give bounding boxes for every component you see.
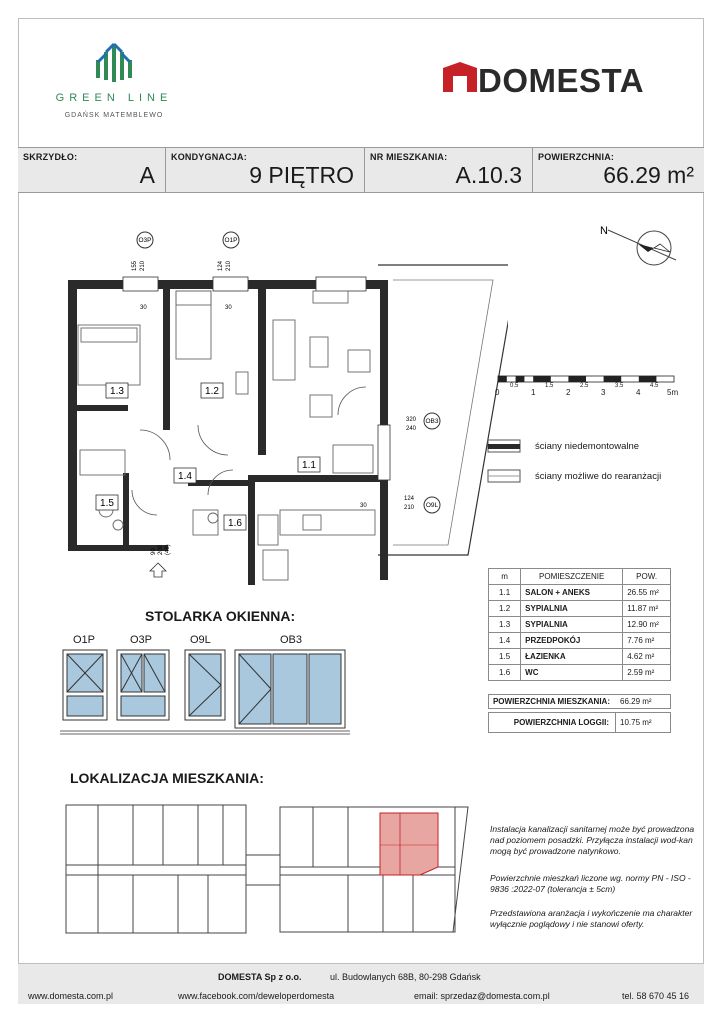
project-location: GDAŃSK MATEMBLEWO — [64, 112, 164, 119]
scale-5m: 5m — [667, 388, 679, 397]
dim-o9l-a: 124 — [404, 496, 415, 502]
dim-sill-1: 30 — [140, 305, 147, 311]
scale-1-5: 1.5 — [545, 383, 554, 389]
window-o1p — [213, 277, 248, 291]
footer-company: DOMESTA Sp z o.o. — [218, 972, 302, 982]
dim-door-a: 90 — [151, 548, 157, 555]
tag-o9l: O9L — [425, 502, 439, 509]
tag-o1p: O1P — [224, 237, 238, 244]
floor-cell — [166, 148, 365, 192]
loggia-area-value: 10.75 m² — [615, 713, 670, 732]
window-label-o3p: O3P — [130, 634, 153, 646]
room-1-5-label: 1.5 — [100, 498, 114, 509]
rooms-header-area: POW. — [623, 569, 671, 585]
unit-cell — [365, 148, 533, 192]
total-area-value: 66.29 m² — [620, 697, 652, 706]
rooms-header-room: POMIESZCZENIE — [521, 569, 623, 585]
table-row: 1.4 PRZEDPOKÓJ 7.76 m² — [489, 633, 671, 649]
room-1-2-label: 1.2 — [205, 386, 219, 397]
window-label-ob3: OB3 — [280, 634, 303, 646]
domesta-logo-icon — [443, 62, 477, 92]
table-row: 1.2 SYPIALNIA 11.87 m² — [489, 601, 671, 617]
rooms-table — [488, 568, 671, 681]
scale-1: 1 — [531, 388, 536, 397]
scale-4: 4 — [636, 388, 641, 397]
scale-0-5: 0.5 — [510, 383, 519, 389]
footer-website[interactable]: www.domesta.com.pl — [28, 991, 114, 1001]
window-label-o1p: O1P — [73, 634, 96, 646]
compass-icon — [598, 222, 682, 272]
green-line-logo-icon — [88, 40, 140, 86]
dim-o3p-a: 155 — [132, 260, 138, 271]
room-1-3-label: 1.3 — [110, 386, 124, 397]
tag-ob3: OB3 — [425, 418, 439, 425]
room-1-6-label: 1.6 — [228, 518, 242, 529]
floor-label: KONDYGNACJA: — [171, 152, 247, 162]
svg-text:N: N — [600, 225, 608, 237]
room-1-1-label: 1.1 — [302, 460, 316, 471]
floor-plan — [48, 225, 508, 585]
table-row: 1.3 SYPIALNIA 12.90 m² — [489, 617, 671, 633]
entrance-arrow-icon — [150, 563, 166, 577]
wing-label: SKRZYDŁO: — [23, 152, 78, 162]
dim-o3p-b: 210 — [140, 260, 146, 271]
dim-sill-2: 30 — [225, 305, 232, 311]
footer-email[interactable]: email: sprzedaz@domesta.com.pl — [414, 991, 550, 1001]
scale-bar — [492, 372, 687, 406]
dim-ob3-b: 240 — [406, 426, 417, 432]
dim-o9l-b: 210 — [404, 505, 415, 511]
unit-label: NR MIESZKANIA: — [370, 152, 448, 162]
loggia-area-label: POWIERZCHNIA LOGGII: — [513, 718, 609, 727]
dim-ob3-a: 320 — [406, 417, 417, 423]
dim-o1p-b: 210 — [226, 260, 232, 271]
note-norm: Powierzchnie mieszkań liczone wg. normy PN - ISO - 9836 :2022-07 (tolerancja ± 5cm) — [490, 873, 691, 894]
scale-0: 0 — [495, 388, 500, 397]
walls-fixed — [68, 280, 388, 585]
window-ob3 — [378, 425, 390, 480]
loggia-area-row — [488, 712, 671, 733]
wing-value: A — [139, 162, 155, 188]
scale-3-5: 3.5 — [615, 383, 624, 389]
total-area-label: POWIERZCHNIA MIESZKANIA: — [492, 697, 610, 706]
unit-value: A.10.3 — [455, 162, 522, 188]
location-title: LOKALIZACJA MIESZKANIA: — [70, 770, 264, 786]
scale-2: 2 — [566, 388, 571, 397]
room-1-4-label: 1.4 — [178, 471, 192, 482]
footer-address: ul. Budowlanych 68B, 80-298 Gdańsk — [330, 972, 481, 982]
note-disclaimer: Przedstawiona aranżacja i wykończenie ma charakter wyłącznie poglądowy i nie stanowi oferty. — [490, 908, 693, 929]
total-area-row — [488, 694, 671, 709]
window-top-living — [316, 277, 366, 291]
scale-4-5: 4.5 — [650, 383, 659, 389]
table-row: 1.1 SALON + ANEKS 26.55 m² — [489, 585, 671, 601]
area-cell — [533, 148, 704, 192]
scale-3: 3 — [601, 388, 606, 397]
area-value: 66.29 m² — [603, 162, 694, 188]
scale-2-5: 2.5 — [580, 383, 589, 389]
note-sanitary: Instalacja kanalizacji sanitarnej może być prowadzona nad poziomem posadzki. Przyłącza instalacji wod-kan mogą być prowadzone natynkowo. — [490, 824, 695, 856]
location-map — [58, 795, 470, 943]
area-label: POWIERZCHNIA: — [538, 152, 615, 162]
window-label-o9l: O9L — [190, 634, 211, 646]
dim-door-c: (48) — [165, 544, 171, 555]
unit-highlight — [380, 813, 438, 875]
footer-phone: tel. 58 670 45 16 — [622, 991, 690, 1001]
table-row: 1.5 ŁAZIENKA 4.62 m² — [489, 649, 671, 665]
table-row: 1.6 WC 2.59 m² — [489, 665, 671, 681]
dim-sill-3: 30 — [360, 503, 367, 509]
footer-facebook[interactable]: www.facebook.com/deweloperdomesta — [178, 991, 335, 1001]
legend-swatches — [487, 438, 523, 488]
dim-door-b: 200 — [158, 544, 164, 555]
project-name: GREEN LINE — [55, 92, 173, 104]
brand-name: DOMESTA — [478, 62, 645, 99]
info-bar — [18, 147, 704, 193]
legend-walls-fixed: ściany niedemontowalne — [535, 441, 640, 452]
legend-walls-rearrange: ściany możliwe do rearanżacji — [535, 471, 662, 482]
window-drawings — [60, 648, 350, 736]
tag-o3p: O3P — [138, 237, 152, 244]
footer — [18, 963, 704, 1004]
window-o3p — [123, 277, 158, 291]
windows-title: STOLARKA OKIENNA: — [145, 608, 296, 624]
dim-o1p-a: 124 — [218, 260, 224, 271]
floor-value: 9 PIĘTRO — [249, 162, 354, 188]
wing-cell — [18, 148, 166, 192]
rooms-header-no: m — [489, 569, 521, 585]
